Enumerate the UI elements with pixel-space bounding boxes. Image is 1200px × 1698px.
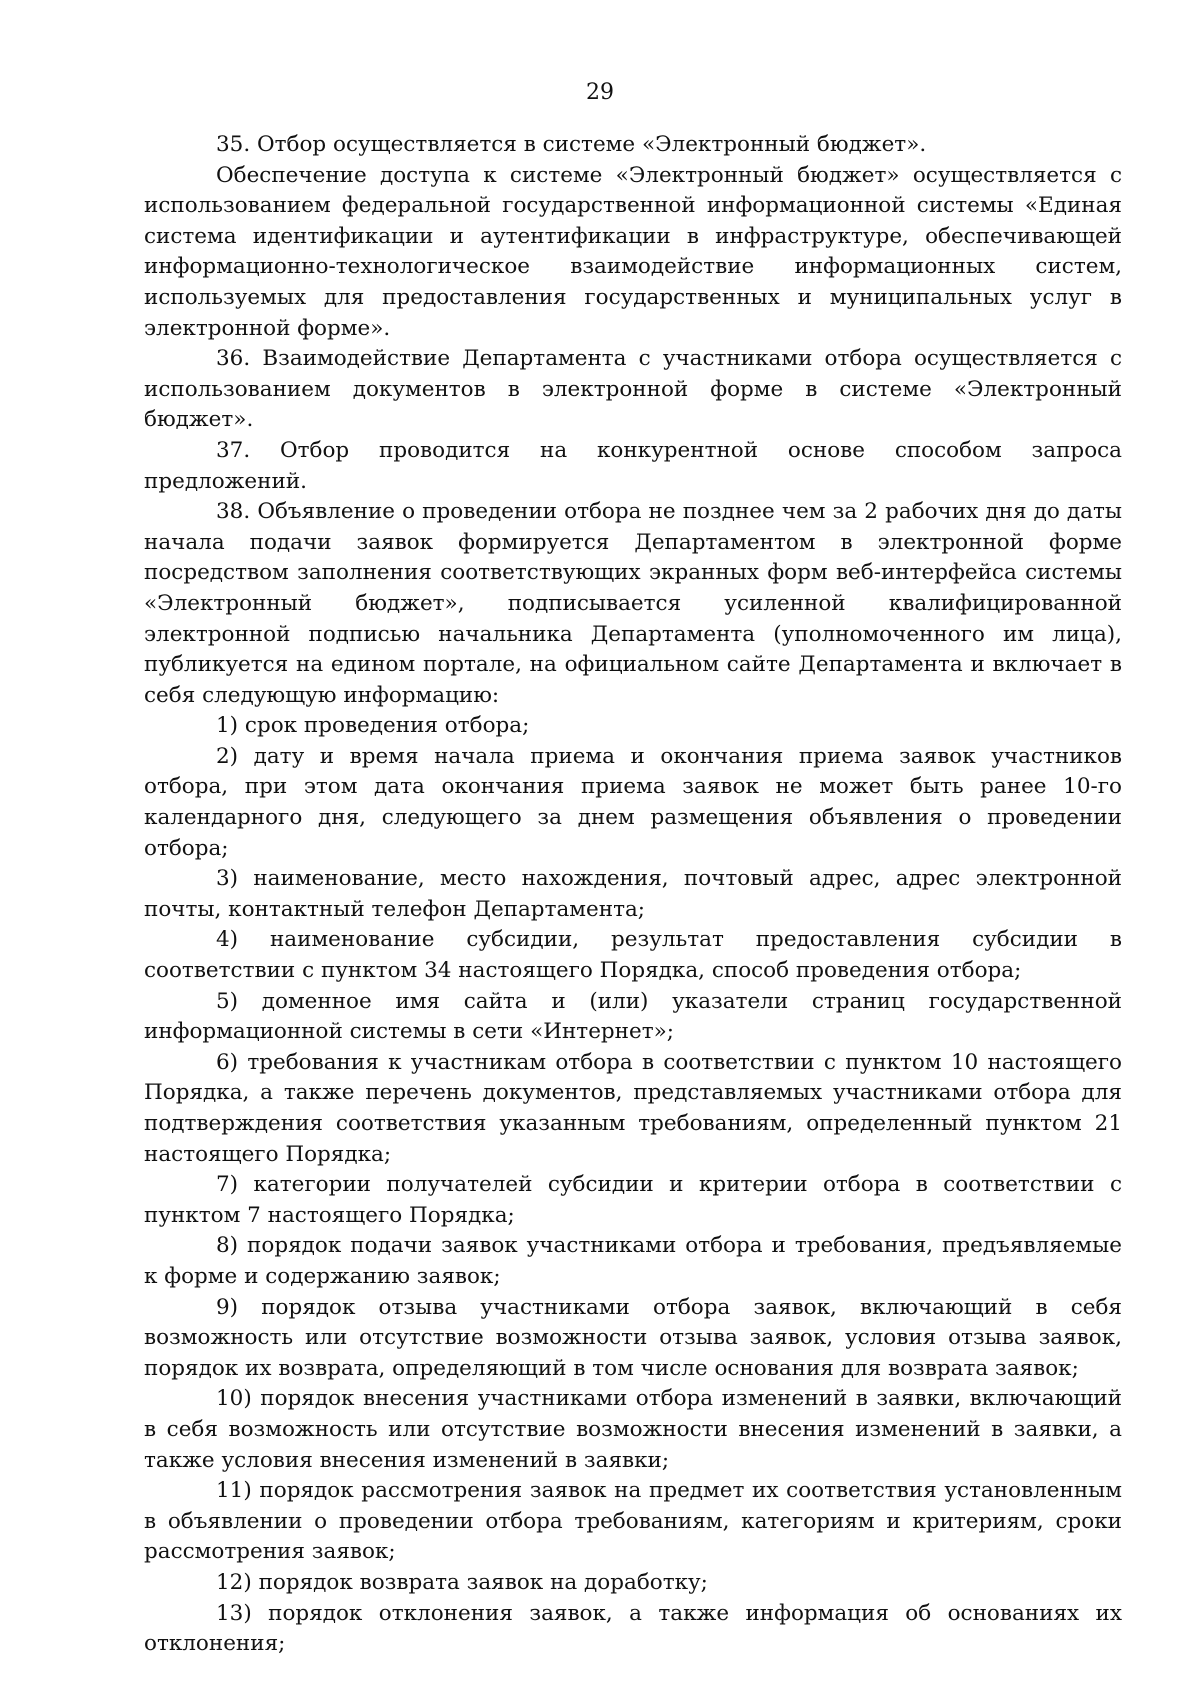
document-body	[144, 130, 1122, 1660]
list-item-2: 2) дату и время начала приема и окончания приема заявок участников отбора, при этом дата окончания приема заявок не может быть ранее 10-го календарного дня, следующего за днем размещения объявления о проведении отбора;	[144, 743, 1122, 861]
paragraph-38: 38. Объявление о проведении отбора не позднее чем за 2 рабочих дня до даты начала подачи заявок формируется Департаментом в электронной форме посредством заполнения соответствующих экранных форм веб-интерфейса системы «Электронный бюджет», подписывается усиленной квалифицированной электронной подписью начальника Департамента (уполномоченного им лица), публикуется на едином портале, на официальном сайте Департамента и включает в себя следующую информацию:	[144, 499, 1122, 708]
list-item-1: 1) срок проведения отбора;	[216, 713, 530, 739]
list-item-3: 3) наименование, место нахождения, почтовый адрес, адрес электронной почты, контактный телефон Департамента;	[144, 866, 1122, 922]
page-number: 29	[586, 80, 614, 105]
list-item-8: 8) порядок подачи заявок участниками отбора и требования, предъявляемые к форме и содержанию заявок;	[144, 1233, 1122, 1289]
list-item-13: 13) порядок отклонения заявок, а также информация об основаниях их отклонения;	[144, 1600, 1122, 1657]
list-item-12: 12) порядок возврата заявок на доработку;	[216, 1569, 708, 1595]
paragraph-35: 35. Отбор осуществляется в системе «Электронный бюджет».	[216, 132, 927, 157]
list-item-11: 11) порядок рассмотрения заявок на предмет их соответствия установленным в объявлении о проведении отбора требованиям, категориям и критериям, сроки рассмотрения заявок;	[144, 1478, 1122, 1565]
paragraph-36: 36. Взаимодействие Департамента с участниками отбора осуществляется с использованием документов в электронной форме в системе «Электронный бюджет».	[144, 346, 1122, 433]
list-item-6: 6) требования к участникам отбора в соответствии с пунктом 10 настоящего Порядка, а также перечень документов, представляемых участниками отбора для подтверждения соответствия указанным требованиям, определенный пунктом 21 настоящего Порядка;	[144, 1049, 1122, 1167]
paragraph-35-access: Обеспечение доступа к системе «Электронный бюджет» осуществляется с использованием федеральной государственной информационной системы «Единая система идентификации и аутентификации в инфраструктуре, обеспечивающей информационно-технологическое взаимодействие информационных систем, используемых для предоставления государственных и муниципальных услуг в электронной форме».	[144, 162, 1122, 341]
list-item-10: 10) порядок внесения участниками отбора изменений в заявки, включающий в себя возможность или отсутствие возможности внесения изменений в заявки, а также условия внесения изменений в заявки;	[144, 1386, 1122, 1473]
list-item-5: 5) доменное имя сайта и (или) указатели страниц государственной информационной системы в сети «Интернет»;	[144, 988, 1122, 1045]
paragraph-37: 37. Отбор проводится на конкурентной основе способом запроса предложений.	[144, 437, 1122, 494]
list-item-4: 4) наименование субсидии, результат предоставления субсидии в соответствии с пунктом 34 настоящего Порядка, способ проведения отбора;	[144, 927, 1122, 984]
list-item-7: 7) категории получателей субсидии и критерии отбора в соответствии с пунктом 7 настоящего Порядка;	[144, 1172, 1122, 1228]
list-item-9: 9) порядок отзыва участниками отбора заявок, включающий в себя возможность или отсутствие возможности отзыва заявок, условия отзыва заявок, порядок их возврата, определяющий в том числе основания для возврата заявок;	[144, 1294, 1122, 1381]
